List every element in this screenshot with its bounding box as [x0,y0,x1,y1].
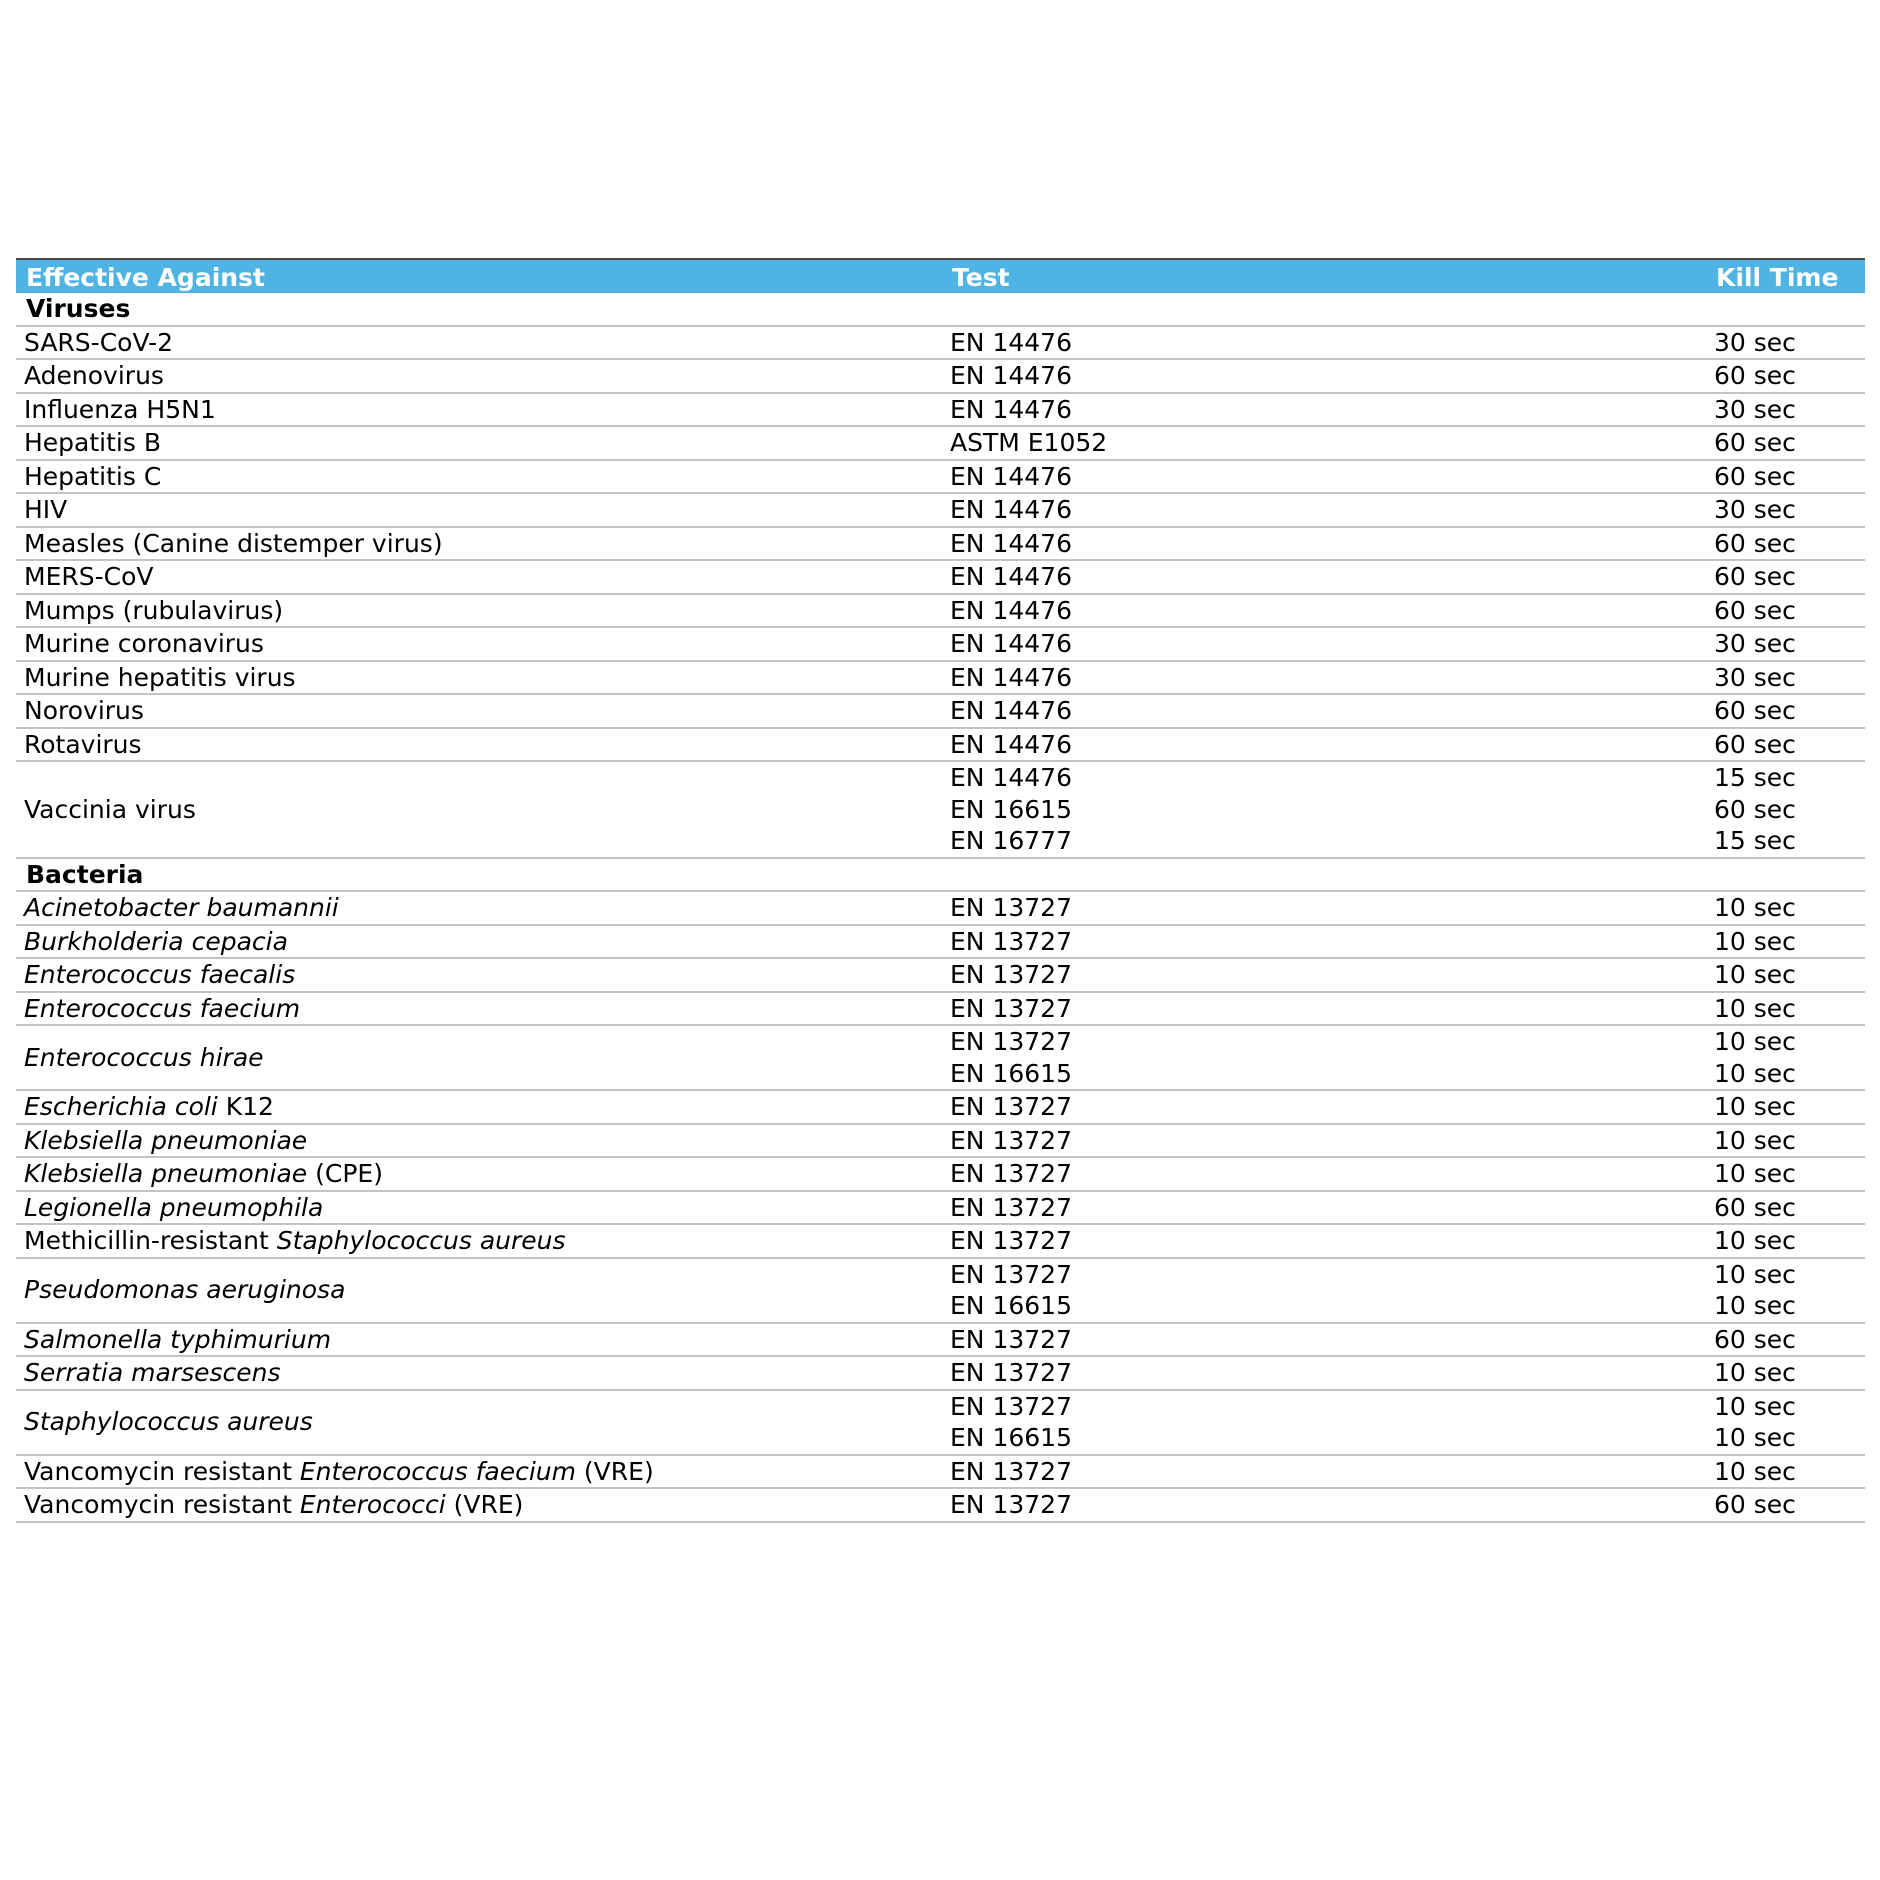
test-standard-value: EN 13727 [950,926,1072,956]
kill-time-value: 60 sec [1714,595,1796,625]
kill-time-value: 60 sec [1714,696,1796,725]
kill-time [1690,1258,1865,1323]
test-standard-value: EN 14476 [950,729,1072,759]
organism-name-text: Murine coronavirus [24,629,264,658]
kill-time [1690,426,1865,460]
organism-name-text: MERS-CoV [24,562,154,591]
organism-name [16,992,928,1026]
organism-name [16,891,928,925]
kill-time [1690,1488,1865,1522]
organism-name-italic: Salmonella typhimurium [24,1324,332,1354]
organism-name [16,761,928,858]
organism-name-text: Vaccinia virus [24,794,196,824]
organism-name-text: Mumps (rubulavirus) [24,595,284,625]
test-standard [928,1258,1690,1323]
test-standard [928,1157,1690,1191]
kill-time [1690,1455,1865,1489]
organism-name-italic: Klebsiella pneumoniae [24,1125,308,1155]
kill-time [1690,1356,1865,1390]
kill-time-value: 10 sec [1714,1226,1796,1255]
table-row [16,359,1865,393]
test-standard [928,1191,1690,1225]
kill-time-value: 60 sec [1714,361,1796,390]
kill-time [1690,1224,1865,1258]
organism-name [16,661,928,695]
organism-name-text: Murine hepatitis virus [24,662,296,692]
table-row [16,1390,1865,1455]
organism-name-italic: Pseudomonas aeruginosa [24,1275,346,1305]
organism-name-italic: Enterococci [299,1490,446,1519]
kill-time-value: 15 sec [1714,763,1796,792]
kill-time-value: 10 sec [1714,926,1796,956]
test-standard [928,1390,1690,1455]
test-standard [928,560,1690,594]
organism-name [16,1323,928,1357]
table-row [16,661,1865,695]
organism-name-text: (VRE) [575,1456,654,1486]
table-row [16,426,1865,460]
kill-time-value: 60 sec [1714,528,1796,558]
test-standard [928,627,1690,661]
kill-time [1690,527,1865,561]
kill-time [1690,393,1865,427]
test-standard [928,1224,1690,1258]
organism-name-italic: Burkholderia cepacia [24,926,288,956]
test-standard-value: EN 16615 [950,1423,1072,1452]
test-standard-value: EN 13727 [950,1490,1072,1519]
organism-name [16,925,928,959]
table-row [16,1025,1865,1090]
test-standard [928,1488,1690,1522]
organism-name-italic: Acinetobacter baumannii [24,893,339,922]
test-standard-value: EN 14476 [950,629,1072,658]
table-row [16,1488,1865,1522]
organism-name-text: SARS-CoV-2 [24,327,174,357]
test-standard [928,594,1690,628]
kill-time [1690,560,1865,594]
organism-name-italic: Staphylococcus aureus [276,1226,566,1255]
organism-name-italic: Staphylococcus aureus [24,1407,313,1437]
organism-name-text: Norovirus [24,696,144,725]
test-standard-value: EN 13727 [950,993,1072,1023]
kill-time [1690,661,1865,695]
organism-name [16,728,928,762]
test-standard-value: EN 14476 [950,327,1072,357]
kill-time [1690,694,1865,728]
table-row [16,761,1865,858]
organism-name-text: Hepatitis B [24,428,161,457]
kill-time-value: 60 sec [1714,562,1796,591]
test-standard [928,493,1690,527]
test-standard-value: EN 14476 [950,662,1072,692]
kill-time [1690,493,1865,527]
organism-name-text: Hepatitis C [24,461,162,491]
test-standard [928,1323,1690,1357]
organism-name [16,1191,928,1225]
organism-name [16,958,928,992]
organism-name-italic: Escherichia coli [24,1092,218,1121]
table-row [16,992,1865,1026]
test-standard [928,728,1690,762]
kill-time-value: 30 sec [1714,495,1796,524]
table-row [16,627,1865,661]
organism-name-text: (CPE) [307,1159,383,1188]
kill-time-sheet [16,258,1865,1523]
organism-name [16,694,928,728]
organism-name [16,1025,928,1090]
kill-time [1690,627,1865,661]
kill-time [1690,891,1865,925]
test-standard-value: EN 13727 [950,1125,1072,1155]
kill-time [1690,1390,1865,1455]
kill-time-value: 10 sec [1714,1456,1796,1486]
test-standard-value: EN 13727 [950,1092,1072,1121]
test-standard-value: EN 14476 [950,528,1072,558]
kill-time [1690,460,1865,494]
table-row [16,1258,1865,1323]
test-standard-value: EN 13727 [950,960,1072,989]
table-row [16,1356,1865,1390]
test-standard [928,661,1690,695]
kill-time-value: 30 sec [1714,662,1796,692]
test-standard-value: EN 14476 [950,696,1072,725]
organism-name [16,527,928,561]
test-standard-value: EN 14476 [950,495,1072,524]
test-standard [928,326,1690,360]
kill-time-value: 60 sec [1714,794,1796,824]
kill-time [1690,1157,1865,1191]
kill-time-value: 10 sec [1714,993,1796,1023]
kill-time-value: 10 sec [1714,1058,1796,1088]
organism-name [16,1157,928,1191]
kill-time-value: 60 sec [1714,729,1796,759]
test-standard-value: EN 14476 [950,562,1072,591]
test-standard [928,1124,1690,1158]
table-row [16,1124,1865,1158]
test-standard [928,393,1690,427]
organism-name [16,460,928,494]
test-standard-value: EN 14476 [950,763,1072,792]
table-row [16,694,1865,728]
kill-time-value: 10 sec [1714,1358,1796,1387]
organism-name-text: K12 [217,1092,274,1121]
kill-time [1690,1124,1865,1158]
organism-name-italic: Serratia marsescens [24,1358,281,1387]
test-standard-value: EN 13727 [950,1027,1072,1056]
table-row [16,1323,1865,1357]
table-row [16,527,1865,561]
test-standard [928,1025,1690,1090]
kill-time-value: 10 sec [1714,1027,1796,1056]
test-standard [928,527,1690,561]
table-row [16,728,1865,762]
test-standard-value: EN 14476 [950,361,1072,390]
kill-time [1690,992,1865,1026]
test-standard [928,891,1690,925]
kill-time-value: 10 sec [1714,893,1796,922]
organism-name-italic: Enterococcus hirae [24,1042,264,1072]
column-header-kill-time: Kill Time [1690,259,1865,293]
organism-name [16,1124,928,1158]
test-standard-value: ASTM E1052 [950,428,1108,457]
kill-time-value: 10 sec [1714,960,1796,989]
table-row [16,460,1865,494]
kill-time-value: 30 sec [1714,394,1796,424]
test-standard [928,958,1690,992]
table-row [16,1224,1865,1258]
kill-time-value: 10 sec [1714,1423,1796,1452]
organism-name [16,627,928,661]
organism-name-text: Vancomycin resistant [24,1490,300,1519]
table-row [16,891,1865,925]
kill-time-value: 10 sec [1714,1291,1796,1320]
organism-name [16,594,928,628]
organism-name-italic: Enterococcus faecium [299,1456,576,1486]
table-row [16,493,1865,527]
kill-time [1690,326,1865,360]
test-standard [928,359,1690,393]
organism-name [16,493,928,527]
kill-time [1690,1025,1865,1090]
test-standard-value: EN 13727 [950,1358,1072,1387]
kill-time [1690,925,1865,959]
organism-name [16,1356,928,1390]
column-header-test: Test [928,259,1690,293]
test-standard-value: EN 13727 [950,1456,1072,1486]
section-row-bacteria [16,858,1865,892]
organism-name-italic: Enterococcus faecalis [24,960,296,989]
kill-time-value: 10 sec [1714,1259,1796,1289]
kill-time [1690,958,1865,992]
table-row [16,594,1865,628]
section-title: Bacteria [16,858,1865,892]
test-standard [928,1090,1690,1124]
organism-name-text: HIV [24,495,68,524]
test-standard-value: EN 13727 [950,1192,1072,1222]
organism-name [16,326,928,360]
kill-time-value: 60 sec [1714,1490,1796,1519]
table-row [16,560,1865,594]
organism-name [16,1258,928,1323]
table-header [16,259,1865,293]
organism-name [16,393,928,427]
kill-time-value: 60 sec [1714,1192,1796,1222]
table-row [16,393,1865,427]
organism-name-text: Measles (Canine distemper virus) [24,528,443,558]
organism-name [16,1488,928,1522]
organism-name [16,1455,928,1489]
test-standard-value: EN 16615 [950,1291,1072,1320]
test-standard-value: EN 13727 [950,1226,1072,1255]
kill-time-value: 60 sec [1714,461,1796,491]
test-standard-value: EN 14476 [950,595,1072,625]
test-standard-value: EN 14476 [950,394,1072,424]
kill-time [1690,359,1865,393]
organism-name [16,1224,928,1258]
test-standard [928,1455,1690,1489]
kill-time-value: 30 sec [1714,327,1796,357]
table-row [16,1455,1865,1489]
test-standard [928,925,1690,959]
table-row [16,1157,1865,1191]
organism-name-italic: Klebsiella pneumoniae [24,1159,308,1188]
test-standard [928,1356,1690,1390]
organism-name-italic: Enterococcus faecium [24,993,301,1023]
test-standard-value: EN 14476 [950,461,1072,491]
test-standard [928,694,1690,728]
test-standard-value: EN 16615 [950,794,1072,824]
organism-name [16,1090,928,1124]
organism-name [16,1390,928,1455]
test-standard-value: EN 13727 [950,1324,1072,1354]
kill-time-value: 10 sec [1714,1125,1796,1155]
organism-name-text: Influenza H5N1 [24,394,216,424]
kill-time [1690,761,1865,858]
organism-name [16,426,928,460]
kill-time [1690,594,1865,628]
kill-time [1690,1323,1865,1357]
kill-time-value: 10 sec [1714,1092,1796,1121]
table-row [16,925,1865,959]
kill-time [1690,1090,1865,1124]
kill-time-value: 10 sec [1714,1159,1796,1188]
organism-name [16,560,928,594]
header-row [16,259,1865,293]
test-standard [928,426,1690,460]
section-row-viruses [16,293,1865,326]
organism-name-text: (VRE) [445,1490,524,1519]
test-standard-value: EN 16615 [950,1058,1072,1088]
organism-name-text: Vancomycin resistant [24,1456,300,1486]
test-standard [928,460,1690,494]
kill-time-value: 10 sec [1714,1391,1796,1421]
organism-name-text: Adenovirus [24,361,164,390]
table-row [16,326,1865,360]
table-body [16,293,1865,1522]
efficacy-table [16,258,1865,1523]
kill-time [1690,1191,1865,1225]
test-standard [928,992,1690,1026]
kill-time-value: 60 sec [1714,428,1796,457]
table-row [16,958,1865,992]
table-row [16,1191,1865,1225]
test-standard-value: EN 13727 [950,893,1072,922]
kill-time-value: 30 sec [1714,629,1796,658]
organism-name-text: Methicillin-resistant [24,1226,277,1255]
kill-time [1690,728,1865,762]
table-row [16,1090,1865,1124]
kill-time-value: 15 sec [1714,826,1796,855]
column-header-effective-against: Effective Against [16,259,928,293]
section-title: Viruses [16,293,1865,326]
test-standard [928,761,1690,858]
test-standard-value: EN 13727 [950,1159,1072,1188]
organism-name-italic: Legionella pneumophila [24,1192,324,1222]
test-standard-value: EN 16777 [950,826,1072,855]
organism-name [16,359,928,393]
test-standard-value: EN 13727 [950,1259,1072,1289]
kill-time-value: 60 sec [1714,1324,1796,1354]
test-standard-value: EN 13727 [950,1391,1072,1421]
organism-name-text: Rotavirus [24,729,142,759]
